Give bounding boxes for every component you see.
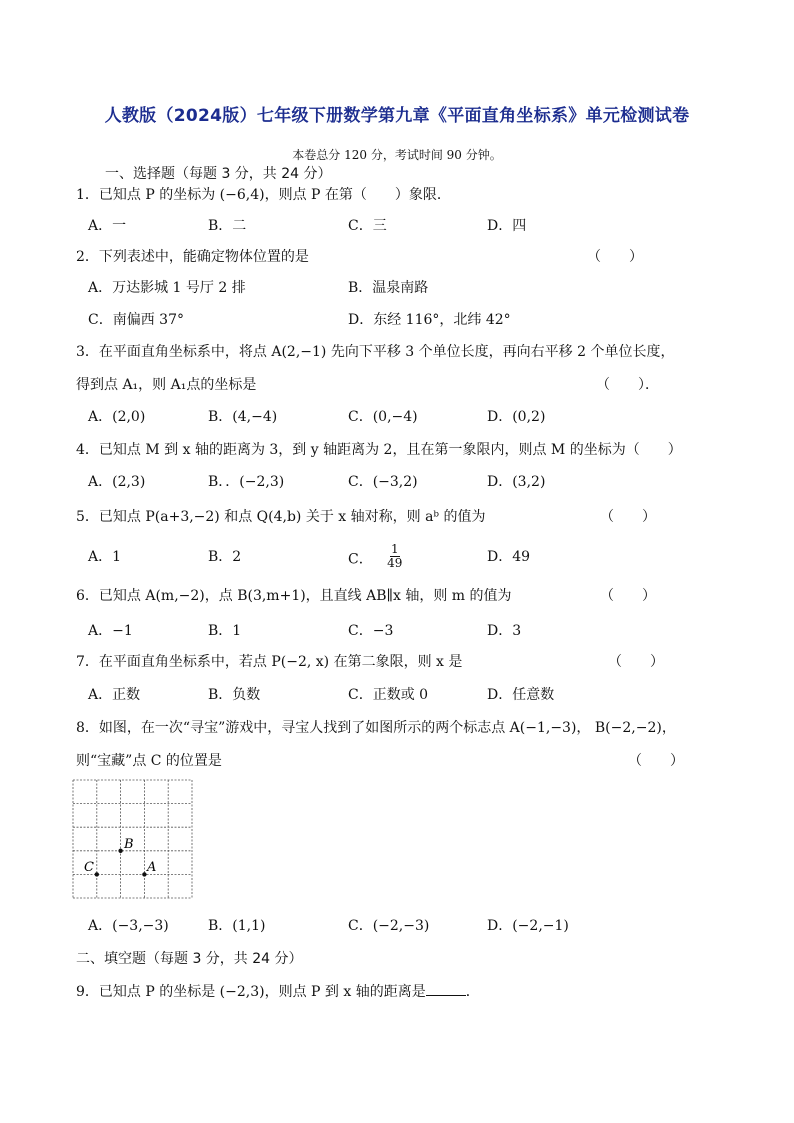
q7-option-b: B．负数: [208, 687, 261, 703]
question-4: 4．已知点 M 到 x 轴的距离为 3，到 y 轴距离为 2，且在第一象限内，则点 M 的坐标为（ ）: [76, 442, 682, 458]
question-7: 7．在平面直角坐标系中，若点 P(−2, x) 在第二象限，则 x 是: [76, 654, 463, 670]
question-1: 1．已知点 P 的坐标为 (−6,4)，则点 P 在第（ ）象限．: [76, 187, 451, 203]
q1-option-b: B．二: [208, 218, 247, 234]
q8-answer-paren: （ ）: [628, 753, 684, 769]
question-9-text: 9．已知点 P 的坐标是 (−2,3)，则点 P 到 x 轴的距离是: [76, 984, 426, 1000]
q5-option-c: [348, 542, 403, 573]
q7-answer-paren: （ ）: [608, 654, 664, 670]
question-9-tail: ．: [465, 984, 480, 1000]
q1-option-d: D．四: [487, 218, 527, 234]
section-heading-choice: 一、选择题（每题 3 分，共 24 分）: [105, 166, 332, 182]
question-3-line-2: 得到点 A₁，则 A₁点的坐标是: [76, 377, 257, 393]
question-9: [76, 981, 480, 1001]
q3-answer-paren: （ ）．: [596, 377, 659, 393]
q2-answer-paren: （ ）: [587, 249, 643, 265]
question-8-line-2: 则“宝藏”点 C 的位置是: [76, 753, 222, 769]
q7-option-d: D．任意数: [487, 687, 555, 703]
question-3: 3．在平面直角坐标系中，将点 A(2,−1) 先向下平移 3 个单位长度，再向右平移 2 个单位长度，: [76, 344, 675, 360]
q4-option-d: D．(3,2): [487, 474, 546, 490]
label-b: B: [124, 837, 134, 852]
label-c: C: [84, 860, 94, 875]
point-a: [142, 872, 146, 876]
q5-option-c-label: C．: [348, 551, 373, 568]
question-5: 5．已知点 P(a+3,−2) 和点 Q(4,b) 关于 x 轴对称，则 aᵇ 的值为: [76, 509, 486, 525]
q6-option-c: C．−3: [348, 623, 394, 639]
question-6: 6．已知点 A(m,−2)，点 B(3,m+1)，且直线 AB∥x 轴，则 m 的值为: [76, 588, 512, 604]
question-8: 8．如图，在一次“寻宝”游戏中，寻宝人找到了如图所示的两个标志点 A(−1,−3)， B(−2,−2)，: [76, 720, 676, 736]
q7-option-a: A．正数: [88, 687, 141, 703]
q4-option-c: C．(−3,2): [348, 474, 418, 490]
page-title: 人教版（2024版）七年级下册数学第九章《平面直角坐标系》单元检测试卷: [104, 106, 690, 126]
q1-option-a: A．一: [88, 218, 127, 234]
fraction-numerator: 1: [390, 542, 399, 556]
treasure-grid-figure: [72, 779, 194, 899]
q7-option-c: C．正数或 0: [348, 687, 429, 703]
q8-option-d: D．(−2,−1): [487, 918, 569, 934]
q3-option-d: D．(0,2): [487, 409, 546, 425]
point-c: [95, 872, 99, 876]
q4-option-a: A．(2,3): [88, 474, 146, 490]
q8-option-a: A．(−3,−3): [88, 918, 169, 934]
fraction-denominator: 49: [387, 556, 403, 570]
point-b: [118, 849, 122, 853]
section-heading-fill: 二、填空题（每题 3 分，共 24 分）: [76, 951, 303, 967]
q6-answer-paren: （ ）: [600, 588, 656, 604]
q6-option-b: B．1: [208, 623, 242, 639]
question-2: 2．下列表述中，能确定物体位置的是: [76, 249, 309, 265]
q4-option-b: B．．(−2,3): [208, 474, 285, 490]
q2-option-b: B．温泉南路: [348, 280, 429, 296]
q8-option-c: C．(−2,−3): [348, 918, 430, 934]
exam-note: 本卷总分 120 分，考试时间 90 分钟。: [292, 148, 502, 162]
q3-option-b: B．(4,−4): [208, 409, 278, 425]
q5-option-b: B．2: [208, 549, 242, 565]
q5-option-d: D．49: [487, 549, 531, 565]
q2-option-a: A．万达影城 1 号厅 2 排: [88, 280, 246, 296]
q8-option-b: B．(1,1): [208, 918, 266, 934]
q5-option-a: A．1: [88, 549, 122, 565]
q1-option-c: C．三: [348, 218, 387, 234]
q2-option-d: D．东经 116°，北纬 42°: [348, 312, 511, 328]
fraction-one-over-49: [387, 543, 402, 570]
q6-option-d: D．3: [487, 623, 522, 639]
q2-option-c: C．南偏西 37°: [88, 312, 184, 328]
q5-answer-paren: （ ）: [600, 509, 656, 525]
label-a: A: [147, 860, 157, 875]
q3-option-c: C．(0,−4): [348, 409, 418, 425]
q6-option-a: A．−1: [88, 623, 133, 639]
q3-option-a: A．(2,0): [88, 409, 146, 425]
answer-blank[interactable]: [426, 981, 466, 996]
